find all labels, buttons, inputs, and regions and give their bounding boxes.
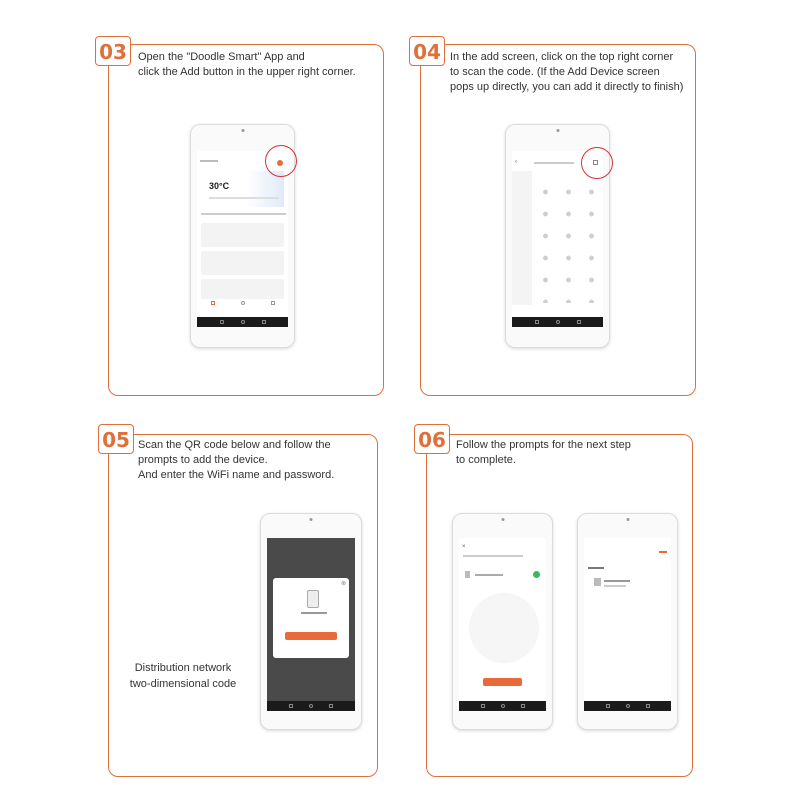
temperature-label: 30°C bbox=[209, 181, 230, 191]
phone-speaker bbox=[556, 129, 559, 132]
step-04-number: 04 bbox=[409, 36, 445, 66]
added-title bbox=[588, 567, 604, 569]
caption-line-2: two-dimensional code bbox=[129, 678, 237, 690]
recent-apps-icon[interactable] bbox=[646, 704, 650, 708]
step-06-right-screen bbox=[584, 538, 671, 701]
dialog-close-icon[interactable]: ⊗ bbox=[340, 581, 346, 587]
back-icon[interactable] bbox=[289, 704, 293, 708]
recent-apps-icon[interactable] bbox=[521, 704, 525, 708]
profile-tab-icon[interactable] bbox=[271, 301, 275, 305]
step-06-phone-left bbox=[452, 513, 553, 730]
hint-text bbox=[463, 555, 523, 557]
device-row bbox=[463, 570, 542, 580]
back-icon[interactable] bbox=[606, 704, 610, 708]
home-tab-icon[interactable] bbox=[211, 301, 215, 305]
home-icon[interactable] bbox=[241, 320, 245, 324]
home-icon[interactable] bbox=[501, 704, 505, 708]
added-device-name bbox=[604, 580, 630, 582]
step-03-number: 03 bbox=[95, 36, 131, 66]
step-05-line-3: And enter the WiFi name and password. bbox=[138, 469, 335, 481]
smart-plug-image bbox=[307, 590, 319, 608]
step-05-line-2: prompts to add the device. bbox=[138, 454, 268, 466]
device-card[interactable] bbox=[201, 251, 284, 275]
step-06-line-1: Follow the prompts for the next step bbox=[456, 439, 631, 451]
home-icon[interactable] bbox=[626, 704, 630, 708]
android-nav-bar bbox=[197, 317, 288, 327]
step-04-line-1: In the add screen, click on the top right corner bbox=[450, 51, 674, 63]
step-05-number: 05 bbox=[98, 424, 134, 454]
add-device-dialog bbox=[273, 578, 349, 658]
device-icon bbox=[465, 571, 470, 578]
add-button-highlight bbox=[265, 145, 297, 177]
android-nav-bar bbox=[267, 701, 355, 711]
scene-tab-icon[interactable] bbox=[241, 301, 245, 305]
scan-button-highlight bbox=[581, 147, 613, 179]
phone-speaker bbox=[501, 518, 504, 521]
category-list bbox=[512, 171, 532, 305]
step-03-line-2: click the Add button in the upper right corner. bbox=[138, 66, 356, 78]
step-06-instructions bbox=[456, 438, 631, 468]
phone-speaker bbox=[310, 518, 313, 521]
device-label bbox=[475, 574, 503, 576]
device-tabs bbox=[201, 213, 286, 215]
android-nav-bar bbox=[512, 317, 603, 327]
step-04-line-3: pops up directly, you can add it directly to finish) bbox=[450, 81, 684, 93]
progress-ring bbox=[469, 593, 539, 663]
weather-card bbox=[201, 171, 284, 207]
recent-apps-icon[interactable] bbox=[262, 320, 266, 324]
back-icon[interactable] bbox=[220, 320, 224, 324]
home-icon[interactable] bbox=[309, 704, 313, 708]
added-device-room bbox=[604, 585, 626, 587]
recent-apps-icon[interactable] bbox=[577, 320, 581, 324]
step-06-line-2: to complete. bbox=[456, 454, 516, 466]
back-arrow-icon[interactable]: ‹ bbox=[515, 159, 517, 165]
android-nav-bar bbox=[459, 701, 546, 711]
weather-details bbox=[209, 197, 279, 199]
step-05-line-1: Scan the QR code below and follow the bbox=[138, 439, 331, 451]
step-05-phone bbox=[260, 513, 362, 730]
step-06-left-screen bbox=[459, 538, 546, 701]
home-icon[interactable] bbox=[556, 320, 560, 324]
phone-speaker bbox=[626, 518, 629, 521]
qr-code-caption bbox=[118, 660, 248, 692]
android-nav-bar bbox=[584, 701, 671, 711]
step-03-instructions bbox=[138, 50, 356, 80]
device-card[interactable] bbox=[201, 223, 284, 247]
device-card[interactable] bbox=[201, 279, 284, 299]
close-icon[interactable]: × bbox=[462, 544, 466, 550]
step-04-instructions bbox=[450, 50, 683, 95]
step-03-line-1: Open the "Doodle Smart" App and bbox=[138, 51, 305, 63]
add-device-button[interactable] bbox=[285, 632, 337, 640]
caption-line-1: Distribution network bbox=[134, 662, 232, 674]
recent-apps-icon[interactable] bbox=[329, 704, 333, 708]
home-selector bbox=[200, 160, 218, 162]
next-step-button[interactable] bbox=[483, 678, 522, 686]
added-device-icon bbox=[594, 578, 601, 586]
add-screen-tabs bbox=[534, 162, 574, 164]
device-grid bbox=[534, 181, 597, 303]
step-05-instructions bbox=[138, 438, 334, 483]
step-04-line-2: to scan the code. (If the Add Device screen bbox=[450, 66, 660, 78]
checkmark-icon bbox=[533, 571, 540, 578]
step-05-screen bbox=[267, 538, 355, 701]
step-06-number: 06 bbox=[414, 424, 450, 454]
done-link[interactable] bbox=[659, 551, 667, 553]
device-name bbox=[301, 612, 327, 614]
back-icon[interactable] bbox=[535, 320, 539, 324]
phone-speaker bbox=[241, 129, 244, 132]
back-icon[interactable] bbox=[481, 704, 485, 708]
step-06-phone-right bbox=[577, 513, 678, 730]
